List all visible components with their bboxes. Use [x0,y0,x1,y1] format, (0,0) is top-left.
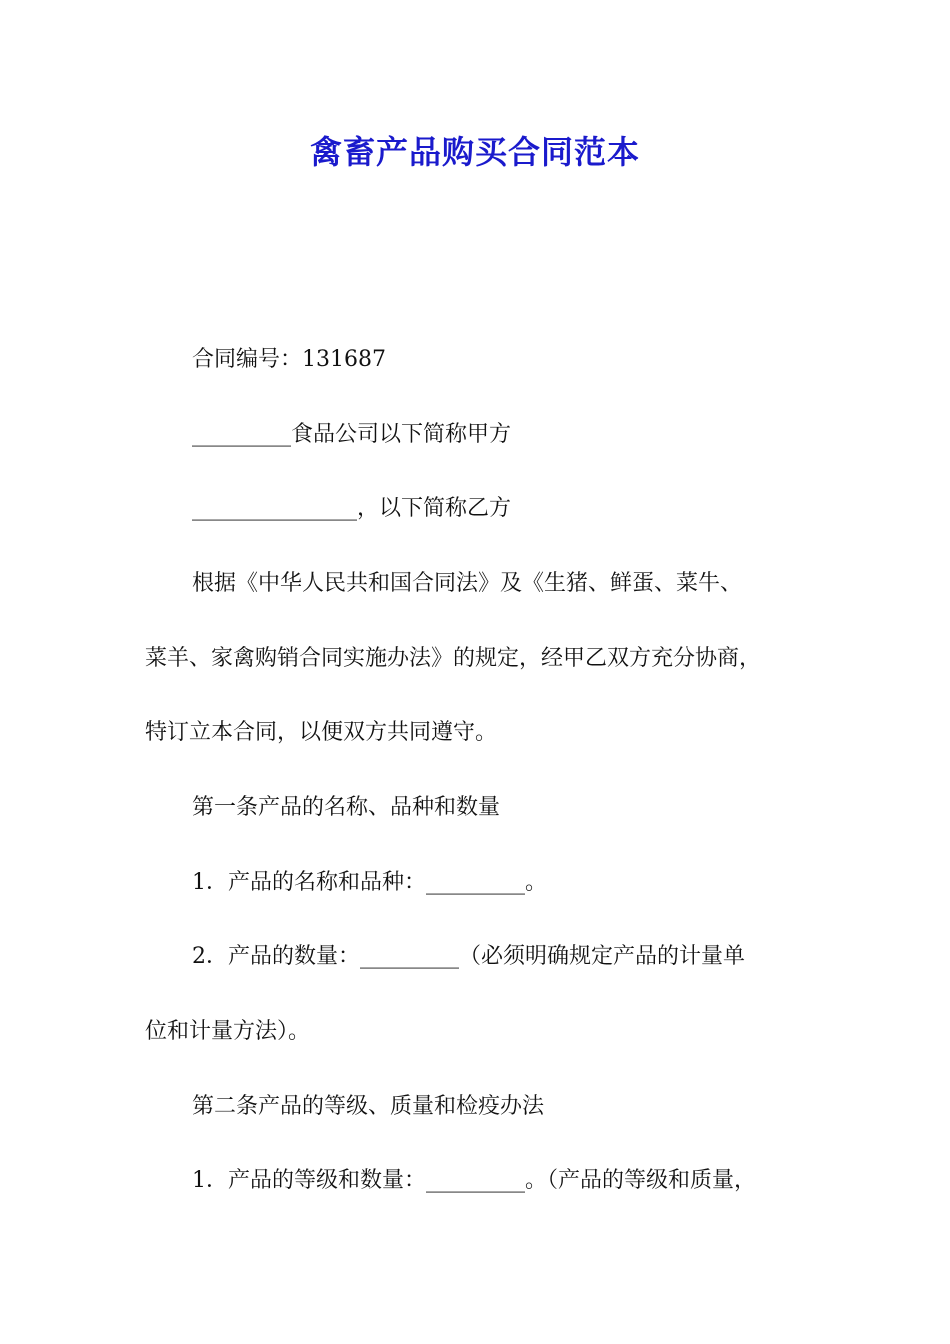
party-b-line: _______________，以下简称乙方 [192,496,512,521]
article-2-heading: 第二条产品的等级、质量和检疫办法 [192,1094,545,1119]
article-1-heading: 第一条产品的名称、品种和数量 [192,795,501,820]
preamble-line-3: 特订立本合同，以便双方共同遵守。 [145,720,498,745]
article-1-item-1: 1．产品的名称和品种：_________。 [192,870,547,895]
preamble-line-2: 菜羊、家禽购销合同实施办法》的规定，经甲乙双方充分协商， [145,646,762,671]
article-1-item-2-cont: 位和计量方法）。 [145,1019,311,1044]
contract-number: 合同编号：131687 [192,347,386,372]
document-title: 禽畜产品购买合同范本 [309,133,640,171]
preamble-line-1: 根据《中华人民共和国合同法》及《生猪、鲜蛋、菜牛、 [192,571,743,596]
party-a-line: _________食品公司以下简称甲方 [192,422,512,447]
article-1-item-2: 2．产品的数量：_________（必须明确规定产品的计量单 [192,944,745,969]
article-2-item-1: 1．产品的等级和数量：_________。（产品的等级和质量， [192,1168,756,1193]
